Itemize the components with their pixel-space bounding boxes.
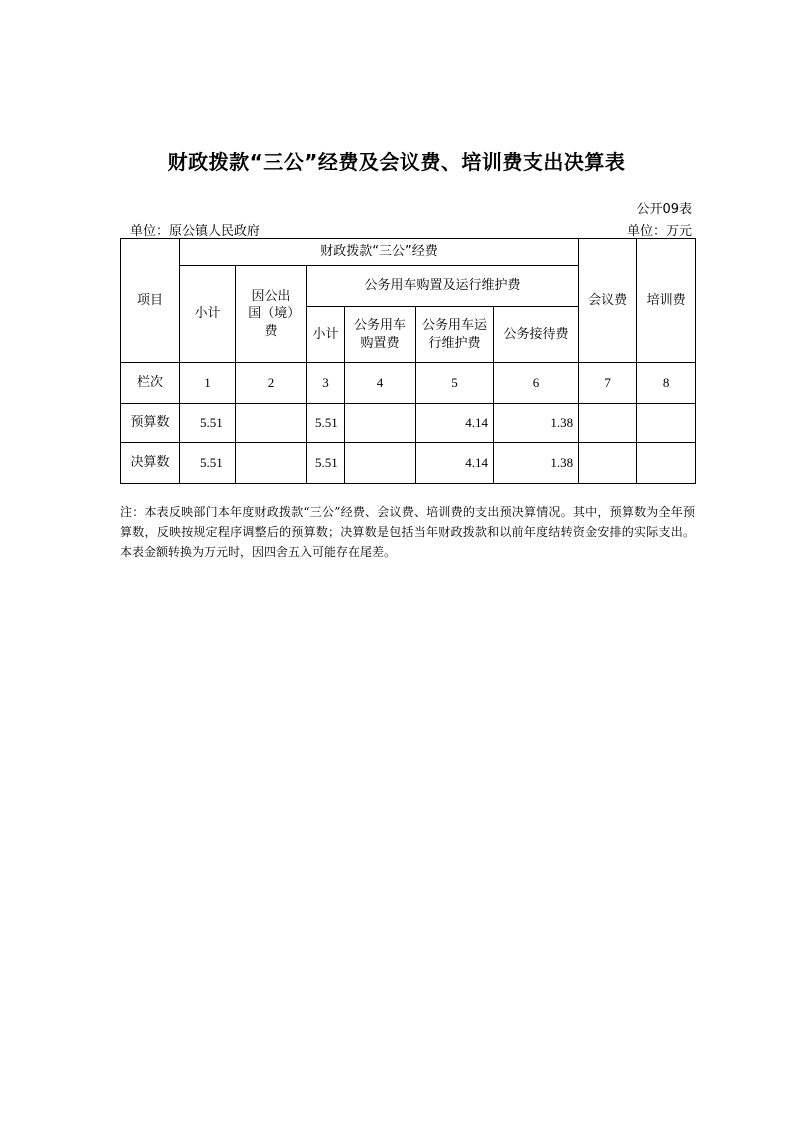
column-number: 6 xyxy=(494,363,579,404)
unit-organization: 单位：原公镇人民政府 xyxy=(130,224,261,239)
value-cell xyxy=(579,404,637,443)
value-cell xyxy=(637,404,696,443)
footnote: 注：本表反映部门本年度财政拨款“三公”经费、会议费、培训费的支出预决算情况。其中，预算数为全年预算数，反映按规定程序调整后的预算数；决算数是包括当年财政拨款和以前年度结转资金安排的实际支出。本表金额转换为万元时，因四舍五入可能存在尾差。 xyxy=(120,505,695,559)
header-meeting: 会议费 xyxy=(579,239,637,363)
header-three-public: 财政拨款“三公”经费 xyxy=(180,239,579,266)
column-number: 3 xyxy=(307,363,345,404)
header-vehicle-subtotal: 小计 xyxy=(307,307,345,363)
expense-table xyxy=(120,238,696,484)
column-row-label: 栏次 xyxy=(121,363,180,404)
row-label: 预算数 xyxy=(121,404,180,443)
header-vehicle-operation: 公务用车运行维护费 xyxy=(416,307,494,363)
value-cell: 5.51 xyxy=(307,404,345,443)
table-row xyxy=(121,443,696,484)
value-cell xyxy=(345,443,416,484)
value-cell: 5.51 xyxy=(180,443,236,484)
column-number: 2 xyxy=(236,363,307,404)
column-number: 4 xyxy=(345,363,416,404)
row-label: 决算数 xyxy=(121,443,180,484)
value-cell: 4.14 xyxy=(416,443,494,484)
value-cell: 1.38 xyxy=(494,404,579,443)
header-vehicle-purchase: 公务用车购置费 xyxy=(345,307,416,363)
header-subtotal: 小计 xyxy=(180,266,236,363)
form-code: 公开09表 xyxy=(636,202,692,217)
column-number-row xyxy=(121,363,696,404)
header-abroad: 因公出国（境）费 xyxy=(236,266,307,363)
page-title: 财政拨款“三公”经费及会议费、培训费支出决算表 xyxy=(167,150,626,174)
table-row xyxy=(121,404,696,443)
value-cell: 5.51 xyxy=(307,443,345,484)
value-cell xyxy=(345,404,416,443)
header-training: 培训费 xyxy=(637,239,696,363)
column-number: 5 xyxy=(416,363,494,404)
value-cell xyxy=(637,443,696,484)
value-cell xyxy=(579,443,637,484)
unit-currency: 单位：万元 xyxy=(626,224,692,239)
value-cell: 5.51 xyxy=(180,404,236,443)
header-item: 项目 xyxy=(121,239,180,363)
header-vehicle: 公务用车购置及运行维护费 xyxy=(307,266,579,307)
column-number: 7 xyxy=(579,363,637,404)
value-cell: 4.14 xyxy=(416,404,494,443)
column-number: 1 xyxy=(180,363,236,404)
value-cell xyxy=(236,404,307,443)
column-number: 8 xyxy=(637,363,696,404)
value-cell xyxy=(236,443,307,484)
value-cell: 1.38 xyxy=(494,443,579,484)
header-reception: 公务接待费 xyxy=(494,307,579,363)
